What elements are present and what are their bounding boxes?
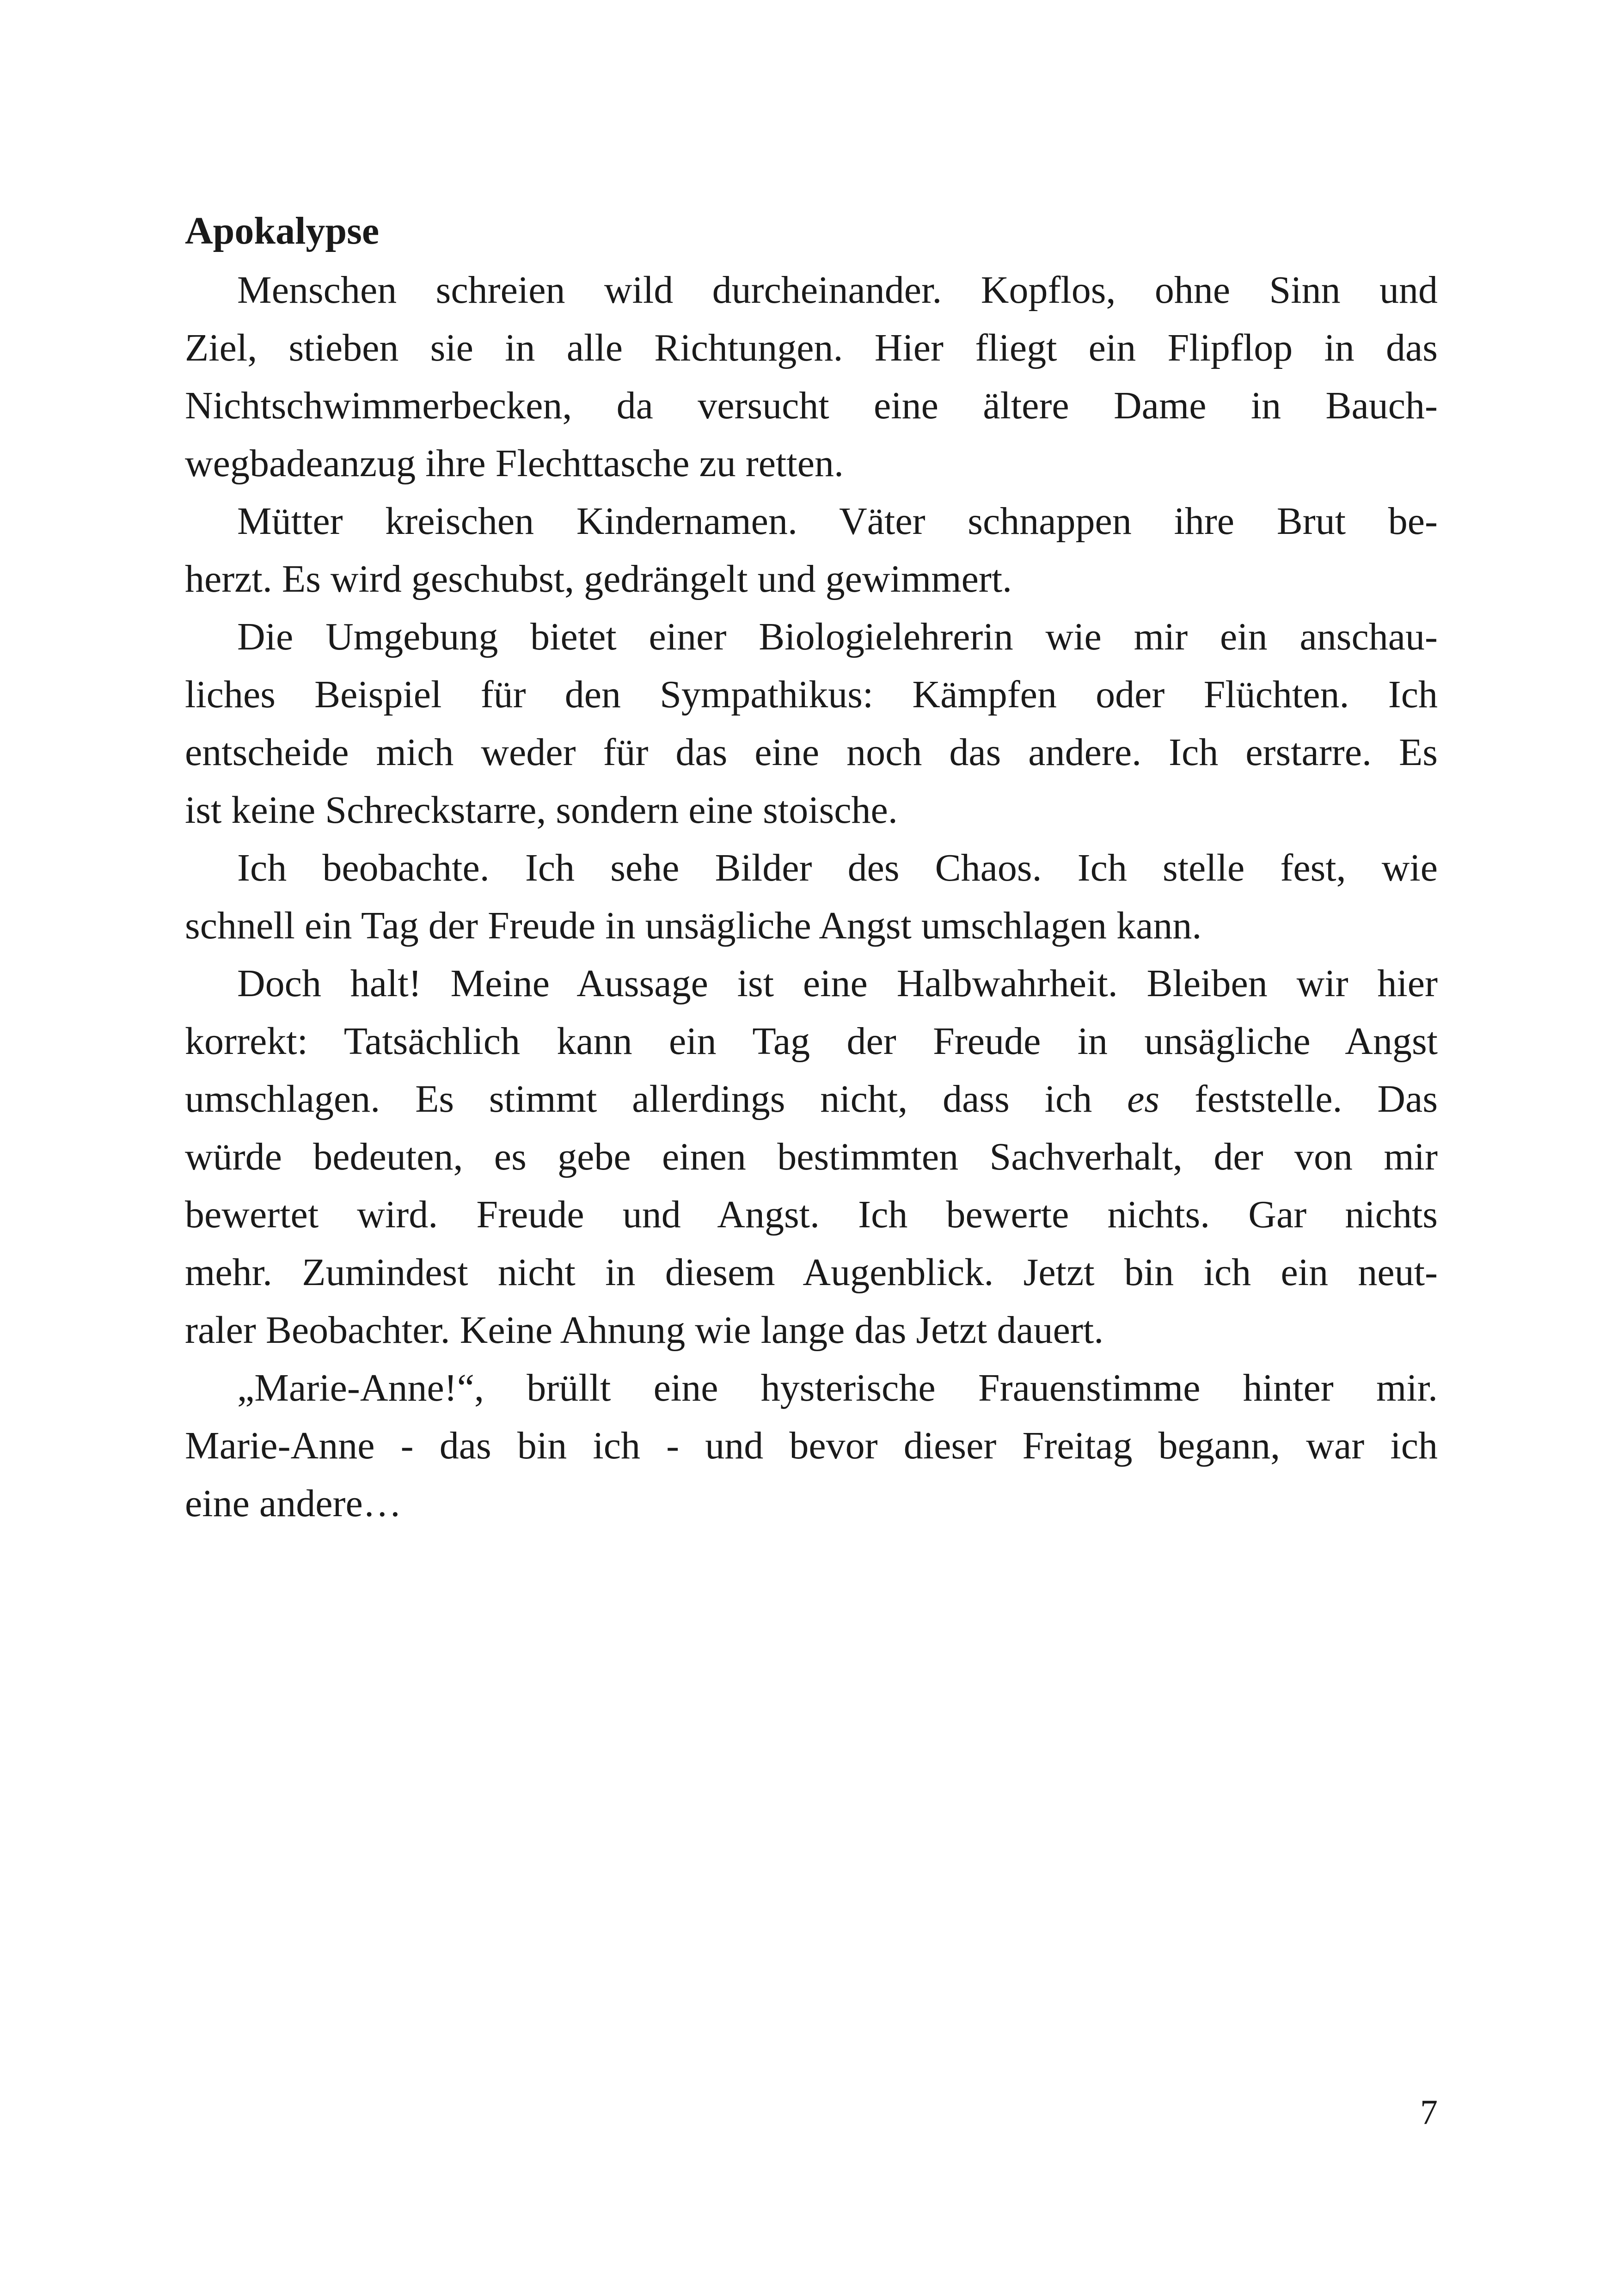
paragraph-2-line-1: Mütter kreischen Kindernamen. Väter schnappen ihre Brut be-	[237, 500, 1438, 543]
paragraph-6-line-3: eine andere…	[185, 1482, 402, 1525]
paragraph-5-line-2: korrekt: Tatsächlich kann ein Tag der Freude in unsägliche Angst	[185, 1020, 1438, 1063]
emphasized-word: es	[1127, 1078, 1160, 1120]
paragraph-6-line-1: „Marie-Anne!“, brüllt eine hysterische Frauenstimme hinter mir.	[237, 1366, 1438, 1409]
paragraph-1-line-4: wegbadeanzug ihre Flechttasche zu retten.	[185, 442, 844, 485]
paragraph-5-line-3	[185, 1078, 1438, 1120]
paragraph-4-line-2: schnell ein Tag der Freude in unsägliche Angst umschlagen kann.	[185, 904, 1202, 947]
paragraph-5-line-7: raler Beobachter. Keine Ahnung wie lange das Jetzt dauert.	[185, 1309, 1104, 1352]
paragraph-3-line-3: entscheide mich weder für das eine noch das andere. Ich erstarre. Es	[185, 731, 1438, 774]
paragraph-3-line-4: ist keine Schreckstarre, sondern eine stoische.	[185, 789, 898, 832]
paragraph-3-line-2: liches Beispiel für den Sympathikus: Kämpfen oder Flüchten. Ich	[185, 673, 1438, 716]
paragraph-5-line-5: bewertet wird. Freude und Angst. Ich bewerte nichts. Gar nichts	[185, 1193, 1438, 1236]
line-text-before-emphasis: umschlagen. Es stimmt allerdings nicht, dass ich	[185, 1078, 1128, 1120]
paragraph-5-line-6: mehr. Zumindest nicht in diesem Augenblick. Jetzt bin ich ein neut-	[185, 1251, 1438, 1294]
paragraph-1-line-1: Menschen schreien wild durcheinander. Kopflos, ohne Sinn und	[237, 269, 1438, 312]
paragraph-4-line-1: Ich beobachte. Ich sehe Bilder des Chaos. Ich stelle fest, wie	[237, 846, 1438, 889]
paragraph-6-line-2: Marie-Anne - das bin ich - und bevor dieser Freitag begann, war ich	[185, 1424, 1438, 1467]
paragraph-5-line-1: Doch halt! Meine Aussage ist eine Halbwahrheit. Bleiben wir hier	[237, 962, 1438, 1005]
paragraph-5-line-4: würde bedeuten, es gebe einen bestimmten Sachverhalt, der von mir	[185, 1135, 1438, 1178]
page-number: 7	[1420, 2093, 1438, 2132]
paragraph-3-line-1: Die Umgebung bietet einer Biologielehrerin wie mir ein anschau-	[237, 615, 1438, 658]
chapter-title: Apokalypse	[185, 209, 380, 252]
paragraph-2-line-2: herzt. Es wird geschubst, gedrängelt und gewimmert.	[185, 557, 1012, 600]
paragraph-1-line-3: Nichtschwimmerbecken, da versucht eine ältere Dame in Bauch-	[185, 384, 1438, 427]
line-text-after-emphasis: feststelle. Das	[1159, 1078, 1438, 1120]
paragraph-1-line-2: Ziel, stieben sie in alle Richtungen. Hier fliegt ein Flipflop in das	[185, 326, 1438, 369]
